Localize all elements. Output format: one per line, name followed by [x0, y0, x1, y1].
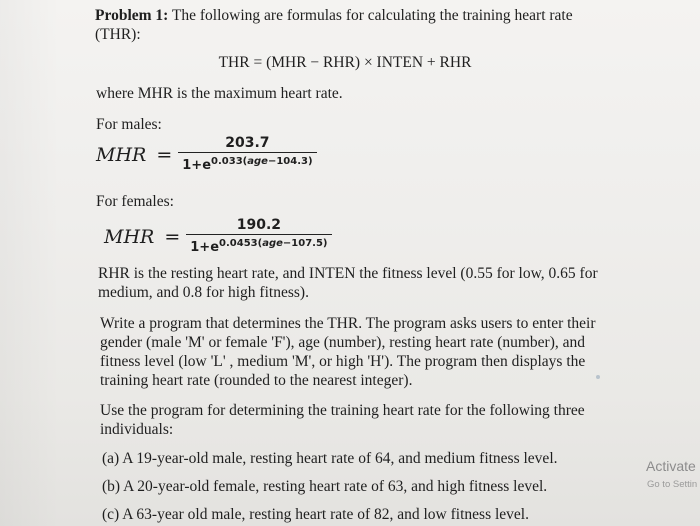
stray-dot: [596, 375, 600, 379]
male-numerator: 203.7: [178, 135, 316, 153]
male-exp-var: age: [247, 156, 268, 167]
case-c: (c) A 63-year old male, resting heart rate of 82, and low fitness level.: [102, 506, 529, 523]
female-exp-pre: 0.0453(: [219, 238, 263, 249]
case-b: (b) A 20-year-old female, resting heart rate of 63, and high fitness level.: [102, 478, 548, 495]
female-exp-var: age: [262, 238, 283, 249]
male-mhr-formula: [96, 135, 313, 174]
females-label: For females:: [96, 193, 174, 210]
activate-watermark-title: Activate: [646, 458, 696, 474]
rhr-line1: RHR is the resting heart rate, and INTEN the fitness level (0.55 for low, 0.65 for: [98, 265, 598, 282]
female-fraction: [190, 217, 327, 256]
problem-heading-text: The following are formulas for calculating the training heart rate: [168, 7, 573, 24]
problem-heading: [95, 6, 573, 25]
female-mhr-lhs: MHR: [104, 225, 155, 248]
program-line2: gender (male 'M' or female 'F'), age (number), resting heart rate (number), and: [100, 334, 586, 351]
female-exp-post: −107.5): [282, 238, 328, 249]
male-equals: =: [156, 143, 173, 166]
male-fraction: [182, 135, 312, 174]
use-line2: individuals:: [100, 421, 174, 438]
problem-heading-line2: (THR):: [95, 26, 141, 43]
male-denominator: [182, 153, 312, 174]
female-denominator: [190, 235, 327, 256]
activate-watermark-subtitle: Go to Settin: [647, 479, 698, 490]
males-label: For males:: [96, 116, 162, 133]
female-numerator: 190.2: [186, 217, 331, 235]
male-exp-post: −104.3): [267, 156, 313, 167]
male-mhr-lhs: MHR: [96, 143, 147, 166]
female-mhr-formula: [104, 217, 328, 256]
thr-formula: THR = (MHR − RHR) × INTEN + RHR: [218, 54, 472, 71]
use-line1: Use the program for determining the training heart rate for the following three: [100, 402, 585, 419]
male-den-exponent: [211, 156, 313, 167]
male-den-base: 1+e: [182, 158, 212, 173]
male-exp-pre: 0.033(: [211, 156, 248, 167]
case-a: (a) A 19-year-old male, resting heart rate of 64, and medium fitness level.: [102, 450, 558, 467]
program-line1: Write a program that determines the THR. The program asks users to enter their: [100, 315, 596, 332]
where-line: where MHR is the maximum heart rate.: [96, 85, 343, 102]
female-den-base: 1+e: [190, 240, 220, 255]
program-line3: fitness level (low 'L' , medium 'M', or high 'H'). The program then displays the: [100, 353, 586, 370]
rhr-line2: medium, and 0.8 for high fitness).: [98, 284, 309, 301]
female-den-exponent: [219, 238, 327, 249]
female-equals: =: [164, 225, 181, 248]
page-shadow: [0, 0, 60, 526]
program-line4: training heart rate (rounded to the nearest integer).: [100, 372, 413, 389]
problem-number: Problem 1:: [95, 7, 169, 24]
